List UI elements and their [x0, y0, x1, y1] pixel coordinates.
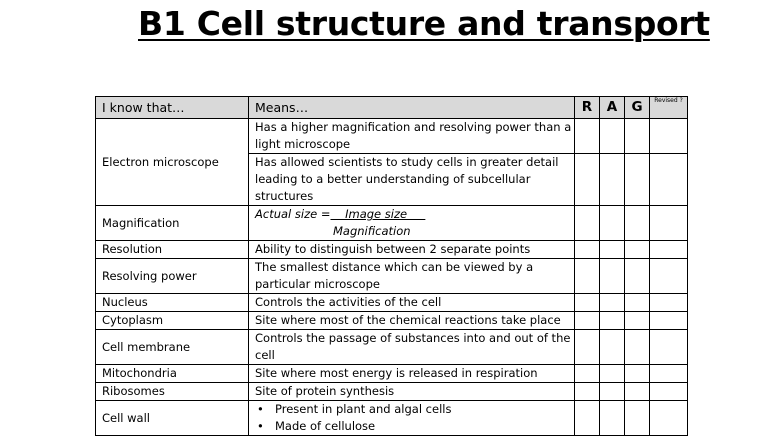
means-cell-membrane: Controls the passage of substances into and out of the cell: [249, 330, 575, 365]
header-r: R: [575, 97, 600, 119]
a-checkbox[interactable]: [600, 206, 625, 241]
term-electron-microscope: Electron microscope: [96, 119, 249, 206]
formula-numerator: Image size: [330, 207, 426, 221]
revised-checkbox[interactable]: [650, 154, 688, 206]
a-checkbox[interactable]: [600, 401, 625, 436]
header-g: G: [625, 97, 650, 119]
formula-lhs: Actual size =: [255, 207, 331, 221]
g-checkbox[interactable]: [625, 365, 650, 383]
g-checkbox[interactable]: [625, 383, 650, 401]
revised-checkbox[interactable]: [650, 259, 688, 294]
table-row: [96, 294, 688, 312]
a-checkbox[interactable]: [600, 154, 625, 206]
a-checkbox[interactable]: [600, 383, 625, 401]
revised-checkbox[interactable]: [650, 241, 688, 259]
g-checkbox[interactable]: [625, 294, 650, 312]
table-row: [96, 259, 688, 294]
a-checkbox[interactable]: [600, 294, 625, 312]
r-checkbox[interactable]: [575, 241, 600, 259]
rag-checklist-table: [95, 96, 688, 436]
a-checkbox[interactable]: [600, 312, 625, 330]
table-row: [96, 401, 688, 436]
means-resolving-power: The smallest distance which can be viewed by a particular microscope: [249, 259, 575, 294]
g-checkbox[interactable]: [625, 259, 650, 294]
means-magnification-formula: [249, 206, 575, 241]
header-i-know-that: I know that…: [96, 97, 249, 119]
term-cytoplasm: Cytoplasm: [96, 312, 249, 330]
r-checkbox[interactable]: [575, 383, 600, 401]
means-mitochondria: Site where most energy is released in respiration: [249, 365, 575, 383]
revised-checkbox[interactable]: [650, 206, 688, 241]
term-mitochondria: Mitochondria: [96, 365, 249, 383]
means-cell-wall: [249, 401, 575, 436]
table-row: [96, 330, 688, 365]
means-resolution: Ability to distinguish between 2 separate points: [249, 241, 575, 259]
table-row: [96, 206, 688, 241]
r-checkbox[interactable]: [575, 259, 600, 294]
r-checkbox[interactable]: [575, 119, 600, 154]
a-checkbox[interactable]: [600, 259, 625, 294]
revised-checkbox[interactable]: [650, 312, 688, 330]
header-means: Means…: [249, 97, 575, 119]
a-checkbox[interactable]: [600, 330, 625, 365]
revised-checkbox[interactable]: [650, 119, 688, 154]
a-checkbox[interactable]: [600, 241, 625, 259]
g-checkbox[interactable]: [625, 206, 650, 241]
list-item: • Made of cellulose: [269, 418, 574, 435]
revised-checkbox[interactable]: [650, 294, 688, 312]
header-a: A: [600, 97, 625, 119]
header-revised: Revised ?: [650, 97, 688, 119]
r-checkbox[interactable]: [575, 401, 600, 436]
term-magnification: Magnification: [96, 206, 249, 241]
formula-denominator: Magnification: [333, 224, 411, 238]
cell-wall-bullet-list: [255, 401, 574, 435]
table-header-row: [96, 97, 688, 119]
table-row: [96, 312, 688, 330]
g-checkbox[interactable]: [625, 330, 650, 365]
means-electron-microscope-2: Has allowed scientists to study cells in greater detail leading to a better understanding of subcellular structures: [249, 154, 575, 206]
term-resolution: Resolution: [96, 241, 249, 259]
revised-checkbox[interactable]: [650, 365, 688, 383]
r-checkbox[interactable]: [575, 154, 600, 206]
table-row: [96, 119, 688, 154]
means-ribosomes: Site of protein synthesis: [249, 383, 575, 401]
g-checkbox[interactable]: [625, 241, 650, 259]
r-checkbox[interactable]: [575, 330, 600, 365]
means-electron-microscope-1: Has a higher magnification and resolving power than a light microscope: [249, 119, 575, 154]
revised-checkbox[interactable]: [650, 401, 688, 436]
term-nucleus: Nucleus: [96, 294, 249, 312]
term-ribosomes: Ribosomes: [96, 383, 249, 401]
means-cytoplasm: Site where most of the chemical reactions take place: [249, 312, 575, 330]
table-row: [96, 383, 688, 401]
table-row: [96, 365, 688, 383]
g-checkbox[interactable]: [625, 119, 650, 154]
revised-checkbox[interactable]: [650, 330, 688, 365]
a-checkbox[interactable]: [600, 119, 625, 154]
r-checkbox[interactable]: [575, 365, 600, 383]
r-checkbox[interactable]: [575, 294, 600, 312]
g-checkbox[interactable]: [625, 154, 650, 206]
term-cell-membrane: Cell membrane: [96, 330, 249, 365]
term-resolving-power: Resolving power: [96, 259, 249, 294]
table-row: [96, 241, 688, 259]
list-item: • Present in plant and algal cells: [269, 401, 574, 418]
r-checkbox[interactable]: [575, 312, 600, 330]
r-checkbox[interactable]: [575, 206, 600, 241]
means-nucleus: Controls the activities of the cell: [249, 294, 575, 312]
g-checkbox[interactable]: [625, 401, 650, 436]
revised-checkbox[interactable]: [650, 383, 688, 401]
g-checkbox[interactable]: [625, 312, 650, 330]
page-title: B1 Cell structure and transport: [138, 4, 710, 43]
term-cell-wall: Cell wall: [96, 401, 249, 436]
a-checkbox[interactable]: [600, 365, 625, 383]
